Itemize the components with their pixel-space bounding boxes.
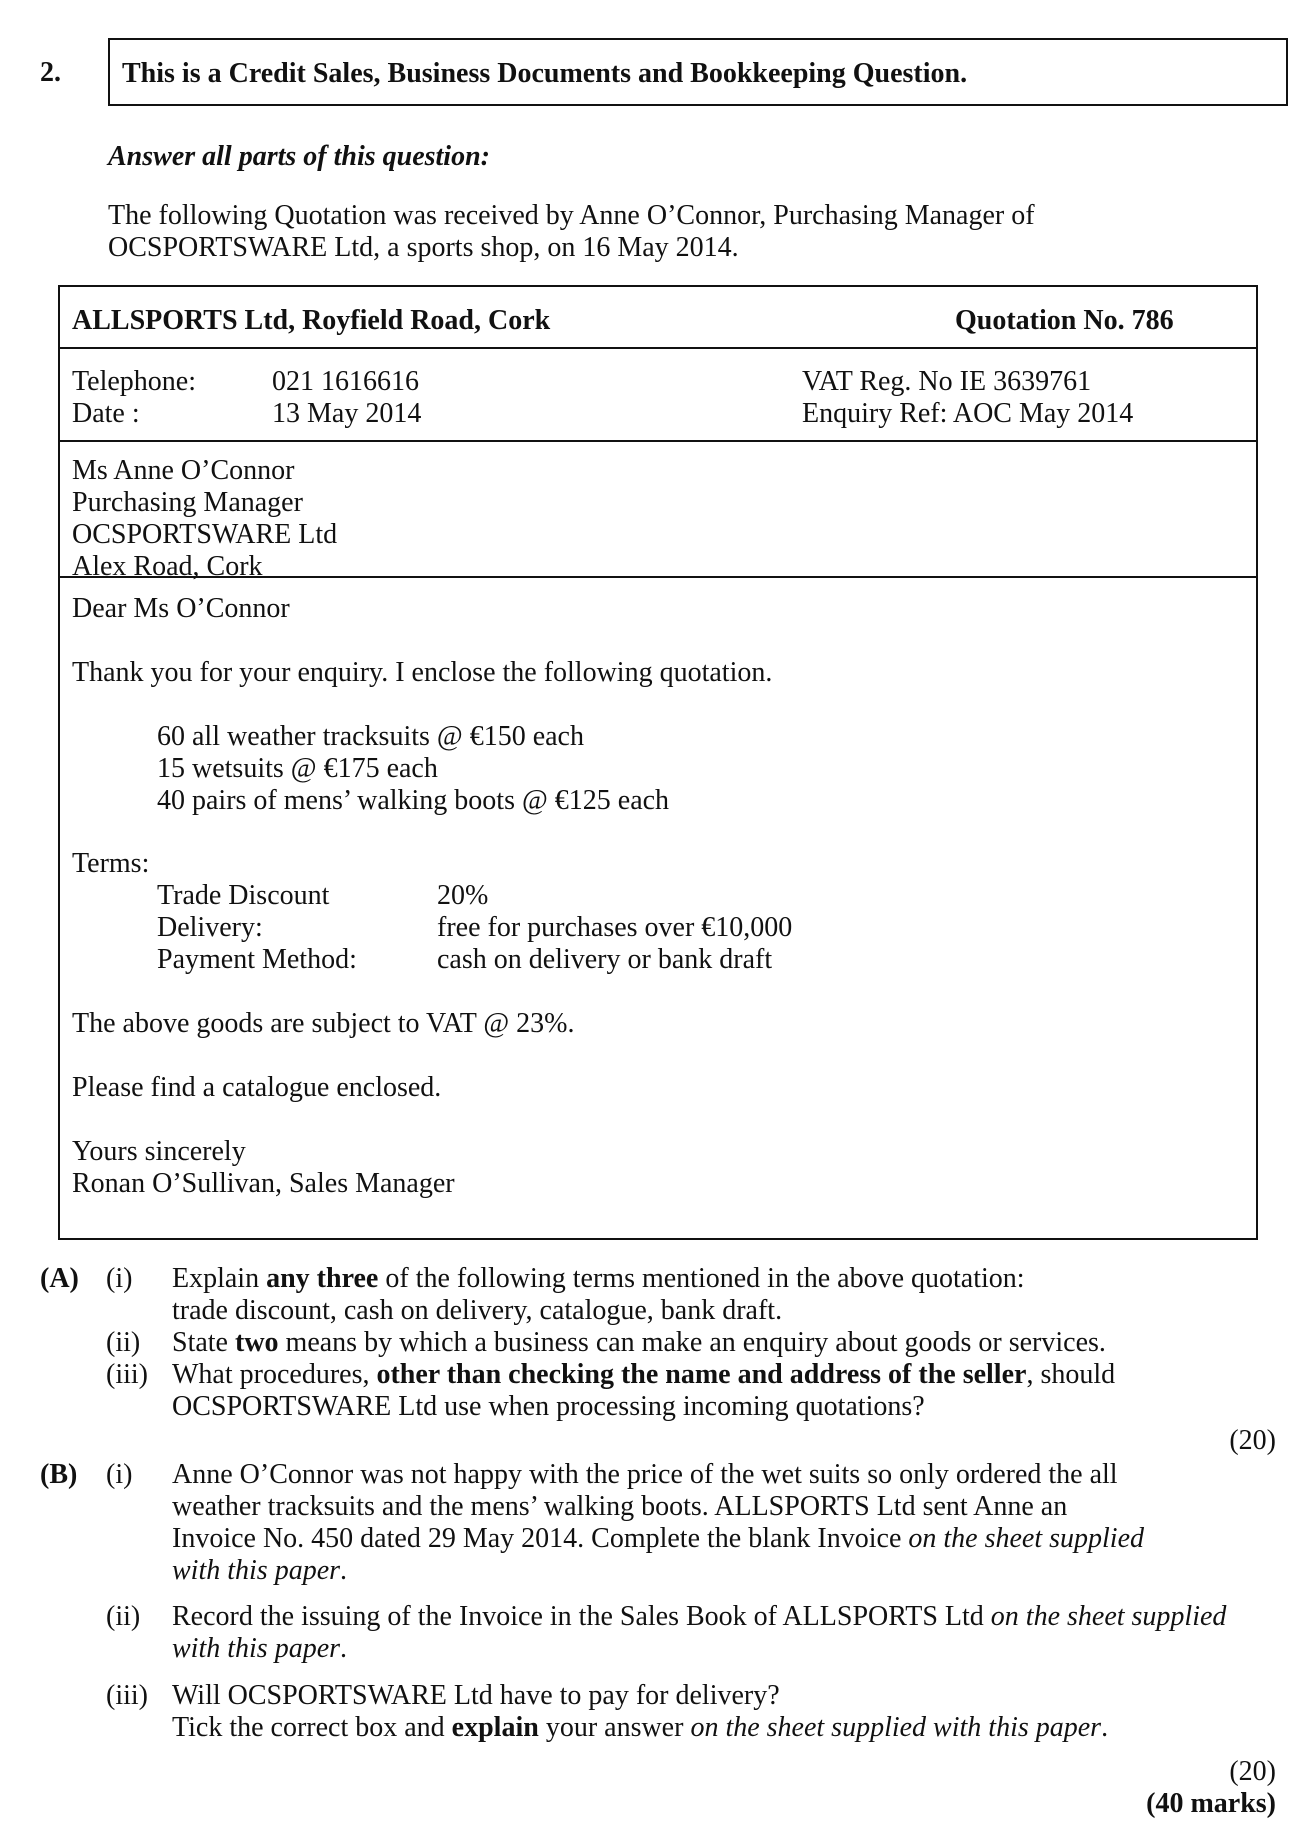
part-b-iii-number: (iii) [106, 1680, 148, 1711]
question-title-box [108, 38, 1288, 106]
telephone-label: Telephone: [72, 366, 196, 397]
term-label: Delivery: [157, 912, 263, 943]
part-b-iii-line1: Will OCSPORTSWARE Ltd have to pay for delivery? [172, 1680, 780, 1711]
part-a-ii-text: State two means by which a business can make an enquiry about goods or services. [172, 1327, 1106, 1358]
quote-item: 15 wetsuits @ €175 each [157, 753, 438, 784]
part-b-ii-line1: Record the issuing of the Invoice in the Sales Book of ALLSPORTS Ltd on the sheet supplied [172, 1601, 1227, 1632]
part-b-ii-line2: with this paper. [172, 1633, 348, 1664]
date-label: Date : [72, 398, 140, 429]
address-line: Alex Road, Cork [72, 551, 263, 582]
term-label: Payment Method: [157, 944, 357, 975]
question-number: 2. [40, 57, 61, 88]
part-a-i-terms: trade discount, cash on delivery, catalogue, bank draft. [172, 1295, 783, 1326]
divider [60, 576, 1256, 578]
closing: Yours sincerely [72, 1136, 246, 1167]
part-b-ii-number: (ii) [106, 1601, 141, 1632]
part-b-iii-line2: Tick the correct box and explain your answer on the sheet supplied with this paper. [172, 1712, 1109, 1743]
quote-item: 60 all weather tracksuits @ €150 each [157, 721, 584, 752]
intro-line-2: OCSPORTSWARE Ltd, a sports shop, on 16 May 2014. [108, 232, 739, 263]
part-a-iii-number: (iii) [106, 1359, 148, 1390]
signature: Ronan O’Sullivan, Sales Manager [72, 1168, 455, 1199]
quotation-document [58, 285, 1258, 1240]
term-value: cash on delivery or bank draft [437, 944, 773, 975]
address-line: Ms Anne O’Connor [72, 455, 295, 486]
vat-note: The above goods are subject to VAT @ 23%. [72, 1008, 575, 1039]
term-value: 20% [437, 880, 489, 911]
enquiry-ref: Enquiry Ref: AOC May 2014 [802, 398, 1134, 429]
greeting: Dear Ms O’Connor [72, 593, 290, 624]
part-a-label: (A) [40, 1263, 79, 1294]
thanks-line: Thank you for your enquiry. I enclose the following quotation. [72, 657, 773, 688]
part-b-i-line4: with this paper. [172, 1555, 348, 1586]
part-b-i-line3: Invoice No. 450 dated 29 May 2014. Complete the blank Invoice on the sheet supplied [172, 1523, 1145, 1554]
date-value: 13 May 2014 [272, 398, 422, 429]
vat-reg: VAT Reg. No IE 3639761 [802, 366, 1092, 397]
quote-item: 40 pairs of mens’ walking boots @ €125 each [157, 785, 670, 816]
part-b-i-number: (i) [106, 1459, 133, 1490]
address-line: OCSPORTSWARE Ltd [72, 519, 338, 550]
part-b-label: (B) [40, 1459, 78, 1490]
question-title: This is a Credit Sales, Business Documents and Bookkeeping Question. [122, 58, 968, 89]
intro-line-1: The following Quotation was received by Anne O’Connor, Purchasing Manager of [108, 200, 1035, 231]
total-marks: (40 marks) [1146, 1788, 1276, 1819]
part-b-i-line1: Anne O’Connor was not happy with the price of the wet suits so only ordered the all [172, 1459, 1118, 1490]
address-line: Purchasing Manager [72, 487, 303, 518]
part-a-i-text: Explain any three of the following terms mentioned in the above quotation: [172, 1263, 1025, 1294]
seller-name: ALLSPORTS Ltd, Royfield Road, Cork [72, 305, 551, 336]
part-a-iii-text: What procedures, other than checking the name and address of the seller, should [172, 1359, 1116, 1390]
quotation-number: Quotation No. 786 [955, 305, 1174, 336]
part-a-iii-line2: OCSPORTSWARE Ltd use when processing incoming quotations? [172, 1391, 925, 1422]
term-label: Trade Discount [157, 880, 330, 911]
instruction: Answer all parts of this question: [108, 141, 490, 172]
divider [60, 347, 1256, 349]
part-b-marks: (20) [1229, 1756, 1276, 1787]
part-a-marks: (20) [1229, 1425, 1276, 1456]
part-b-i-line2: weather tracksuits and the mens’ walking boots. ALLSPORTS Ltd sent Anne an [172, 1491, 1068, 1522]
part-a-i-number: (i) [106, 1263, 133, 1294]
divider [60, 440, 1256, 442]
terms-label: Terms: [72, 848, 150, 879]
term-value: free for purchases over €10,000 [437, 912, 793, 943]
catalogue-note: Please find a catalogue enclosed. [72, 1072, 442, 1103]
part-a-ii-number: (ii) [106, 1327, 141, 1358]
telephone-value: 021 1616616 [272, 366, 419, 397]
